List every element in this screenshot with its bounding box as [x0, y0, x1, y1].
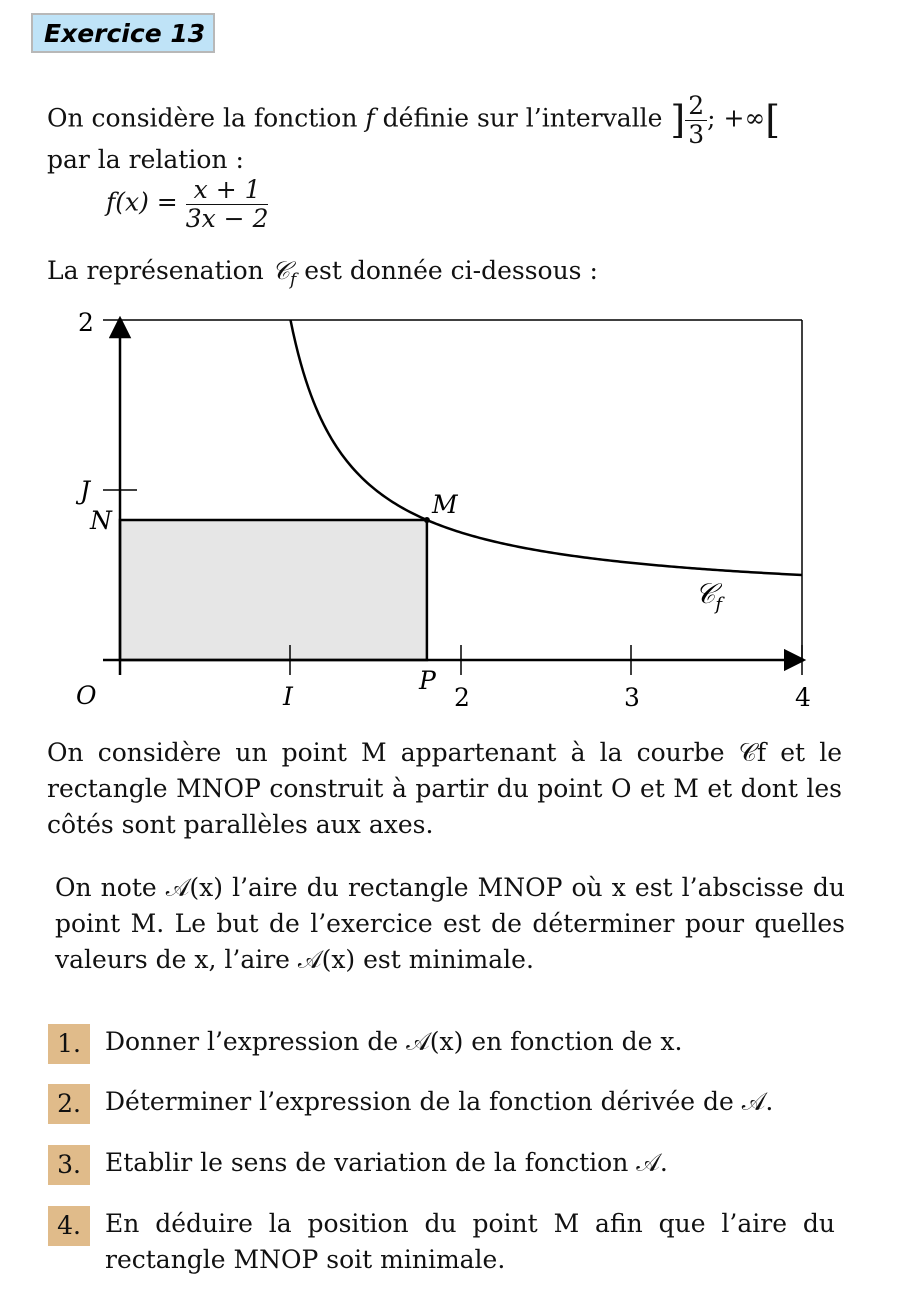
- intro-text-b: définie sur l’intervalle: [382, 103, 663, 133]
- x-tick-label-3: 3: [624, 683, 640, 712]
- label-p: P: [419, 666, 436, 695]
- interval-tail: ; +∞: [707, 103, 766, 133]
- repr-text-b: est donnée ci-dessous :: [304, 256, 598, 285]
- intro-line-2: par la relation :: [47, 145, 244, 174]
- function-graph: [70, 305, 830, 715]
- x-tick-label-4: 4: [795, 683, 811, 712]
- label-n: N: [90, 506, 112, 535]
- exercise-title-box: [31, 13, 215, 53]
- description-paragraph-1: On considère un point M appartenant à la courbe 𝒞f et le rectangle MNOP construit à partir du point O et M et dont les côtés sont parallèles aux axes.: [47, 738, 842, 839]
- description-paragraph-2: On note 𝒜(x) l’aire du rectangle MNOP où x est l’abscisse du point M. Le but de l’exercice est de déterminer pour quelles valeurs de x, l’aire 𝒜(x) est minimale.: [55, 873, 845, 974]
- interval-fraction: $\frac{2}{3}$: [685, 92, 707, 148]
- curve-label: 𝒞$_f$: [695, 577, 723, 615]
- intro-f: f: [365, 103, 375, 133]
- y-tick-label-2: 2: [78, 308, 94, 337]
- question-1: [48, 1024, 835, 1064]
- question-number-2: 2.: [48, 1084, 90, 1124]
- formula-lhs: f(x) =: [106, 187, 178, 217]
- question-4: [48, 1206, 835, 1278]
- label-j: J: [80, 476, 91, 505]
- question-text-3: Etablir le sens de variation de la fonction 𝒜.: [105, 1148, 668, 1177]
- formula-fraction: $\frac{x + 1}{3x - 2}$: [185, 175, 269, 233]
- rectangle-mnop: [120, 520, 427, 660]
- point-m-dot: [424, 517, 430, 523]
- label-i: I: [283, 682, 293, 711]
- intro-line-1: On considère la fonction f définie sur l’intervalle ] $\frac{2}{3}$ ; +∞[: [47, 91, 781, 149]
- label-o: O: [76, 681, 97, 710]
- question-number-1: 1.: [48, 1024, 90, 1064]
- exercise-title: Exercice 13: [44, 18, 206, 48]
- question-2: [48, 1084, 835, 1124]
- question-text-4: En déduire la position du point M afin que l’aire du rectangle MNOP soit minimale.: [105, 1209, 835, 1274]
- question-number-3: 3.: [48, 1145, 90, 1185]
- label-m: M: [432, 490, 458, 519]
- question-text-1: Donner l’expression de 𝒜(x) en fonction de x.: [105, 1027, 683, 1056]
- x-tick-label-2: 2: [454, 683, 470, 712]
- repr-symbol: 𝒞: [271, 256, 290, 285]
- question-text-2: Déterminer l’expression de la fonction dérivée de 𝒜.: [105, 1087, 774, 1116]
- repr-text-a: La représenation: [47, 256, 264, 285]
- representation-line: [47, 253, 598, 298]
- formula: [106, 176, 268, 232]
- question-3: [48, 1145, 835, 1185]
- repr-sub: f: [289, 270, 297, 290]
- question-number-4: 4.: [48, 1206, 90, 1246]
- intro-text-a: On considère la fonction: [47, 103, 358, 133]
